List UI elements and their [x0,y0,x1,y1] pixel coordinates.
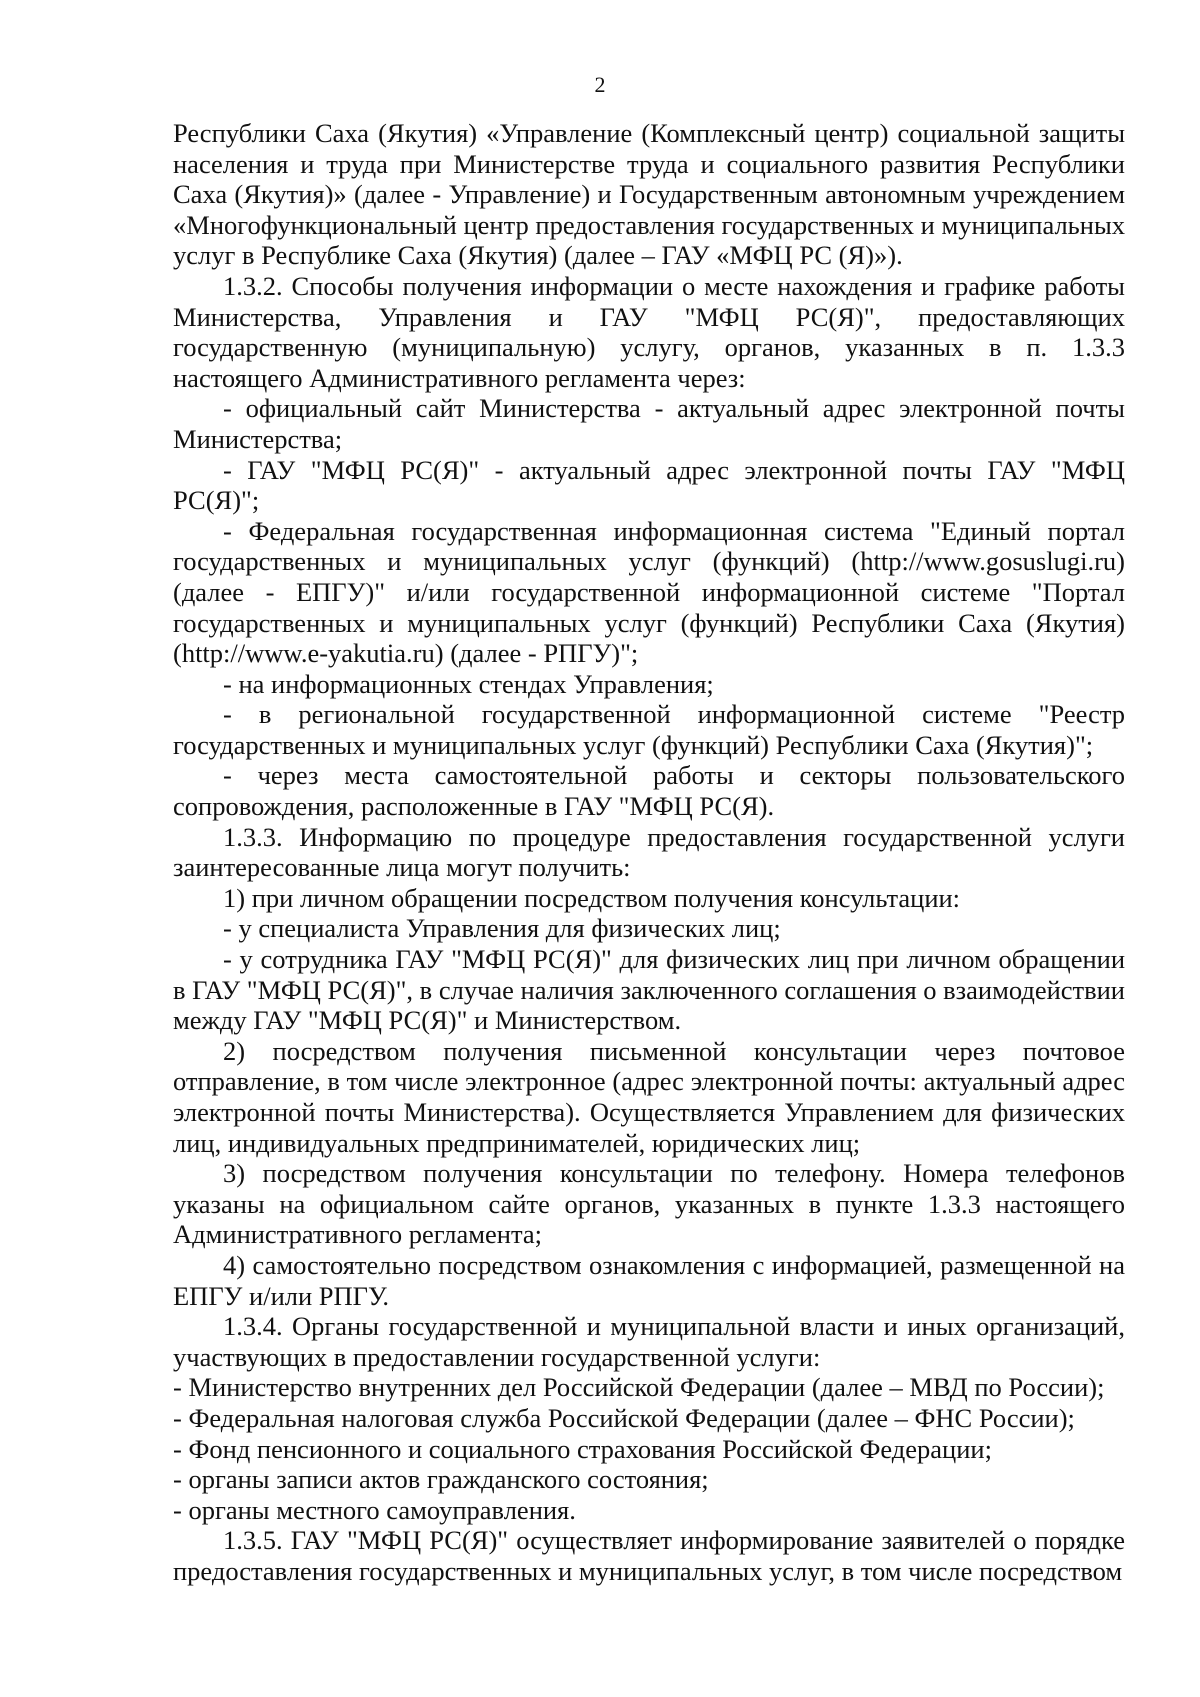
list-item-stands: - на информационных стендах Управления; [223,668,714,699]
list-item-phone: 3) посредством получения консультации по телефону. Номера телефонов указаны на официальном сайте органов, указанных в пункте 1.3.3 настоящего Административного регламента; [173,1158,1125,1250]
list-item-personal-visit: 1) при личном обращении посредством получения консультации: [223,882,961,913]
list-item-mfc-employee: - у сотрудника ГАУ "МФЦ РС(Я)" для физических лиц при личном обращении в ГАУ "МФЦ РС(Я)", в случае наличия заключенного соглашения о взаимодействии между ГАУ "МФЦ РС(Я)" и Министерством. [173,944,1125,1036]
list-item-self-study: 4) самостоятельно посредством ознакомления с информацией, размещенной на ЕПГУ и/или РПГУ. [173,1249,1125,1311]
list-item-official-site: - официальный сайт Министерства - актуальный адрес электронной почты Министерства; [173,393,1125,454]
paragraph-1-3-3: 1.3.3. Информацию по процедуре предоставления государственной услуги заинтересованные лица могут получить: [173,821,1125,883]
document-body [173,118,1125,1587]
list-item-fns: - Федеральная налоговая служба Российской Федерации (далее – ФНС России); [173,1402,1075,1433]
paragraph-1-3-2: 1.3.2. Способы получения информации о месте нахождения и графике работы Министерства, Управления и ГАУ "МФЦ РС(Я)", предоставляющих государственную (муниципальную) услугу, органов, указанных в п. 1.3.3 настоящего Административного регламента через: [173,270,1125,393]
list-item-specialist: - у специалиста Управления для физических лиц; [223,913,781,944]
list-item-registry: - в региональной государственной информационной системе "Реестр государственных и муниципальных услуг (функций) Республики Саха (Якутия)"; [173,699,1125,760]
list-item-epgu: - Федеральная государственная информационная система "Единый портал государственных и муниципальных услуг (функций) (http://www.gosuslugi.ru) (далее - ЕПГУ)" и/или государственной информационной системе "Портал государственных и муниципальных услуг (функций) Республики Саха (Якутия) (http://www.e-yakutia.ru) (далее - РПГУ)"; [173,515,1125,669]
list-item-written: 2) посредством получения письменной консультации через почтовое отправление, в том числе электронное (адрес электронной почты: актуальный адрес электронной почты Министерства). Осуществляется Управлением для физических лиц, индивидуальных предпринимателей, юридических лиц; [173,1035,1125,1158]
list-item-mvd: - Министерство внутренних дел Российской Федерации (далее – МВД по России); [173,1372,1105,1403]
paragraph-1-3-5: 1.3.5. ГАУ "МФЦ РС(Я)" осуществляет информирование заявителей о порядке предоставления государственных и муниципальных услуг, в том числе посредством [173,1525,1125,1586]
list-item-self-service: - через места самостоятельной работы и секторы пользовательского сопровождения, расположенные в ГАУ "МФЦ РС(Я). [173,760,1125,822]
list-item-pension-fund: - Фонд пенсионного и социального страхования Российской Федерации; [173,1433,992,1464]
paragraph-continuation: Республики Саха (Якутия) «Управление (Комплексный центр) социальной защиты населения и труда при Министерстве труда и социального развития Республики Саха (Якутия)» (далее - Управление) и Государственным автономным учреждением «Многофункциональный центр предоставления государственных и муниципальных услуг в Республике Саха (Якутия) (далее – ГАУ «МФЦ РС (Я)»). [173,118,1125,271]
page-number: 2 [594,72,606,97]
list-item-civil-registry: - органы записи актов гражданского состояния; [173,1464,709,1495]
list-item-local-government: - органы местного самоуправления. [173,1494,576,1525]
paragraph-1-3-4: 1.3.4. Органы государственной и муниципальной власти и иных организаций, участвующих в предоставлении государственной услуги: [173,1311,1125,1372]
list-item-mfc: - ГАУ "МФЦ РС(Я)" - актуальный адрес электронной почты ГАУ "МФЦ РС(Я)"; [173,454,1125,516]
